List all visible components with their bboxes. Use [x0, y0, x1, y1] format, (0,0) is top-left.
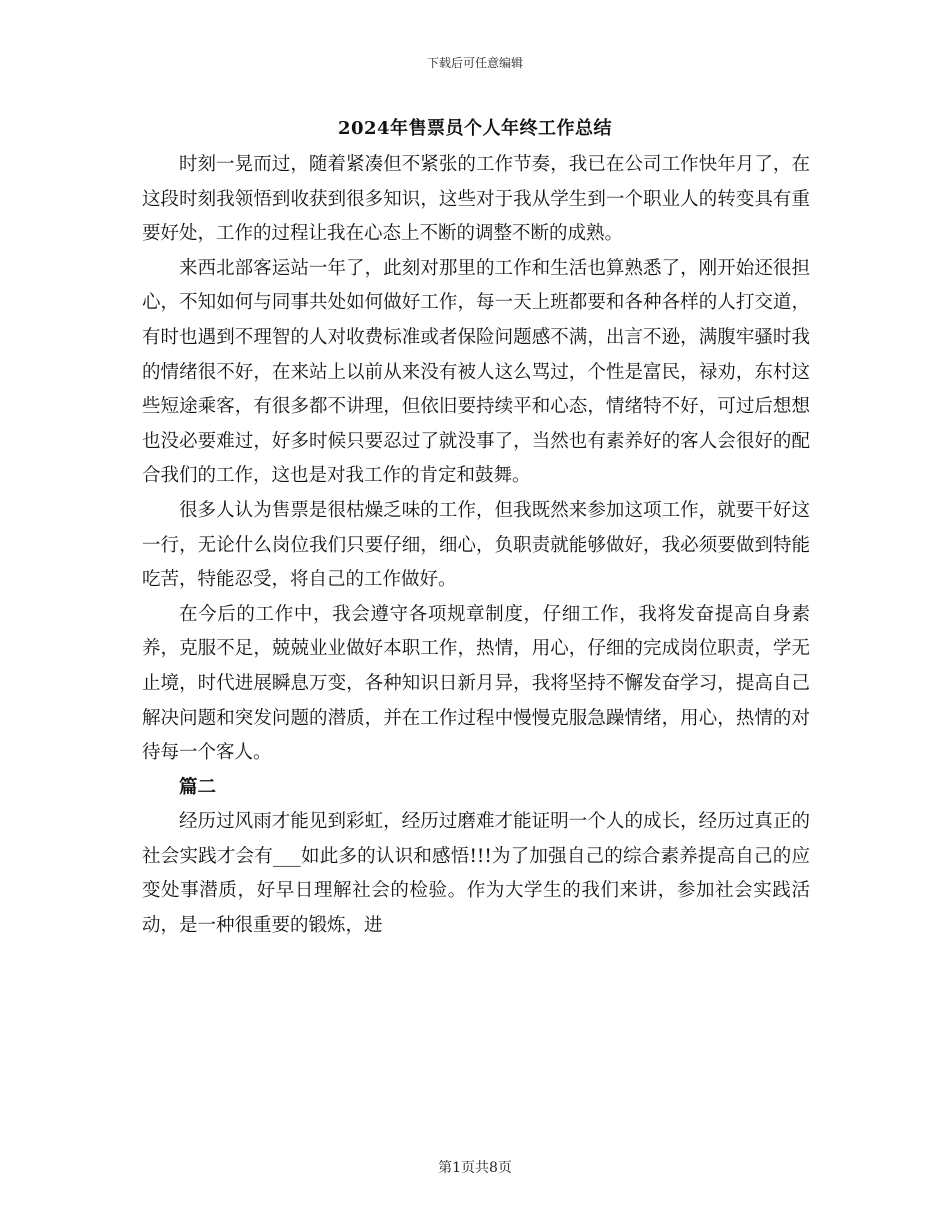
paragraph: 来西北部客运站一年了，此刻对那里的工作和生活也算熟悉了，刚开始还很担心，不知如何与同事共处如何做好工作，每一天上班都要和各种各样的人打交道，有时也遇到不理智的人对收费标准或者保险问题感不满，出言不逊，满腹牢骚时我的情绪很不好，在来站上以前从来没有被人这么骂过，个性是富民，禄劝，东村这些短途乘客，有很多都不讲理，但依旧要持续平和心态，情绪特不好，可过后想想也没必要难过，好多时候只要忍过了就没事了，当然也有素养好的客人会很好的配合我们的工作，这也是对我工作的肯定和鼓舞。 [142, 257, 810, 487]
paragraph: 很多人认为售票是很枯燥乏味的工作，但我既然来参加这项工作，就要干好这一行，无论什么岗位我们只要仔细，细心，负职责就能够做好，我必须要做到特能吃苦，特能忍受，将自己的工作做好。 [142, 499, 810, 591]
paragraph: 在今后的工作中，我会遵守各项规章制度，仔细工作，我将发奋提高自身素养，克服不足，兢兢业业做好本职工作，热情，用心，仔细的完成岗位职责，学无止境，时代进展瞬息万变，各种知识日新月异，我将坚持不懈发奋学习，提高自己解决问题和突发问题的潜质，并在工作过程中慢慢克服急躁情绪，用心，热情的对待每一个客人。 [142, 603, 810, 764]
document-body [142, 148, 810, 944]
document-title: 2024年售票员个人年终工作总结 [337, 118, 613, 139]
page-number: 第1页共8页 [438, 1160, 512, 1176]
paragraph: 时刻一晃而过，随着紧凑但不紧张的工作节奏，我已在公司工作快年月了，在这段时刻我领悟到收获到很多知识，这些对于我从学生到一个职业人的转变具有重要好处，工作的过程让我在心态上不断的调整不断的成熟。 [142, 154, 810, 245]
page-header-note: 下载后可任意编辑 [426, 56, 523, 70]
paragraph: 经历过风雨才能见到彩虹，经历过磨难才能证明一个人的成长，经历过真正的社会实践才会有___如此多的认识和感悟!!!为了加强自己的综合素养提高自己的应变处事潜质，好早日理解社会的检验。作为大学生的我们来讲，参加社会实践活动，是一种很重要的锻炼，进 [142, 811, 810, 937]
section-title: 篇二 [179, 776, 217, 798]
